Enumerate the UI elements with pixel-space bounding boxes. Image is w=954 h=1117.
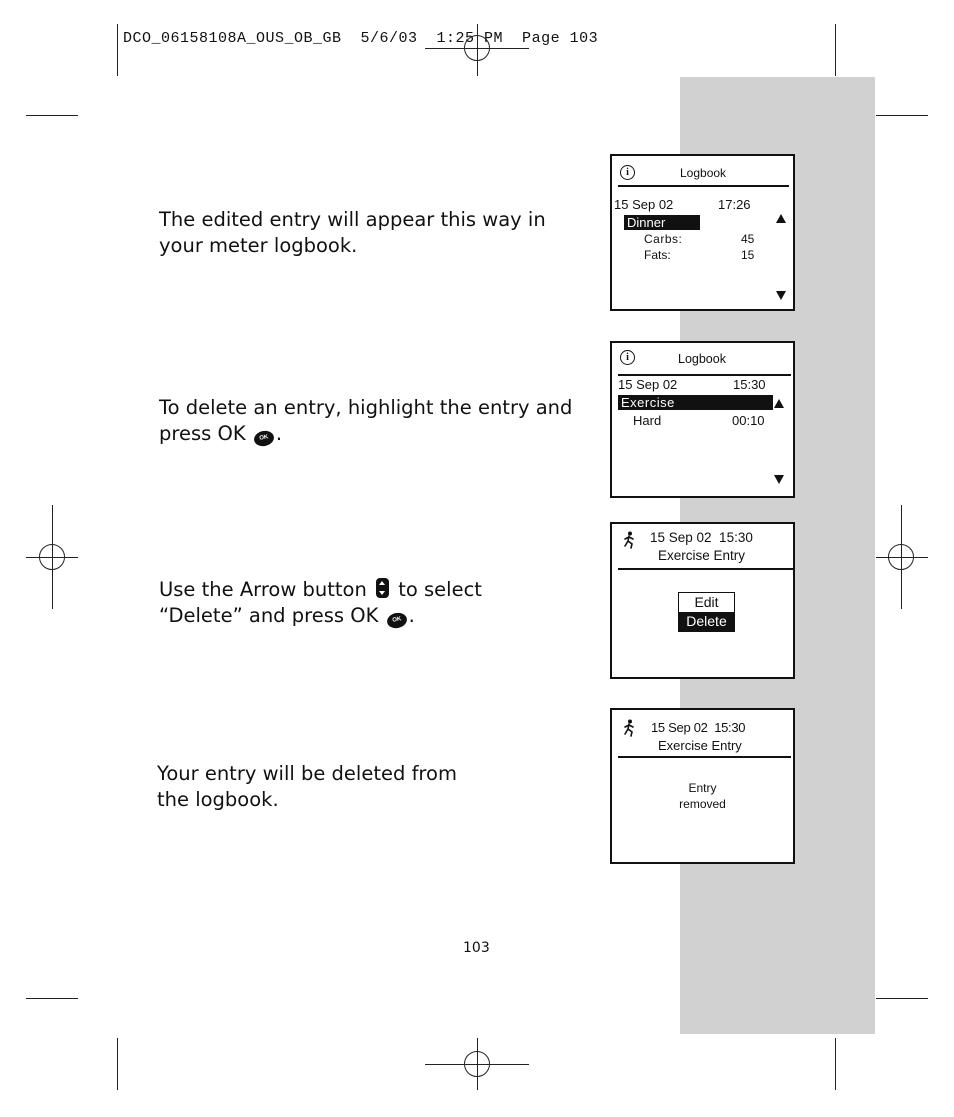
instruction-text: Use the Arrow button [159, 578, 367, 601]
registration-circle [888, 544, 914, 570]
instruction-text: press OK [159, 422, 246, 445]
step-4-instruction [157, 761, 457, 813]
screen-divider [618, 374, 791, 376]
meter-screen-logbook-dinner [610, 154, 795, 311]
ok-button-icon: OK [252, 429, 275, 448]
instruction-text: to select [398, 578, 482, 601]
instruction-line: the logbook. [157, 788, 279, 811]
registration-circle [39, 544, 65, 570]
entry-time: 15:30 [733, 377, 766, 392]
runner-icon [622, 531, 636, 549]
scroll-down-icon [776, 291, 786, 300]
option-menu[interactable] [678, 592, 735, 632]
info-icon: i [620, 350, 635, 365]
scroll-up-icon [776, 214, 786, 223]
row-value: 15 [741, 248, 755, 262]
meter-screen-exercise-menu [610, 522, 795, 679]
crop-mark [26, 115, 78, 116]
instruction-line [159, 603, 482, 629]
screen-divider [618, 568, 794, 570]
step-1-instruction [159, 207, 546, 259]
print-slug: DCO_06158108A_OUS_OB_GB 5/6/03 1:25 PM Page 103 [123, 30, 599, 47]
crop-mark [26, 998, 78, 999]
step-3-instruction [159, 577, 482, 629]
menu-item-delete[interactable]: Delete [679, 612, 734, 631]
instruction-line: To delete an entry, highlight the entry and [159, 396, 573, 419]
row-label: Fats: [644, 248, 671, 262]
instruction-line: Your entry will be deleted from [157, 762, 457, 785]
crop-mark [835, 24, 836, 76]
screen-divider [618, 756, 791, 758]
crop-mark [835, 1038, 836, 1090]
instruction-line: The edited entry will appear this way in [159, 208, 546, 231]
info-icon: i [620, 165, 635, 180]
status-message [612, 780, 793, 812]
status-line: removed [679, 797, 726, 811]
crop-mark [876, 998, 928, 999]
entry-date: 15 Sep 02 [618, 377, 678, 392]
screen-title: Logbook [680, 166, 727, 180]
instruction-text: “Delete” and press OK [159, 604, 379, 627]
instruction-line: your meter logbook. [159, 234, 358, 257]
ok-button-icon: OK [385, 611, 408, 630]
crop-mark [117, 24, 118, 76]
entry-datetime: 15 Sep 02 15:30 [651, 720, 746, 735]
crop-mark [117, 1038, 118, 1090]
screen-title: Logbook [678, 352, 726, 366]
meter-screen-logbook-exercise [610, 341, 795, 498]
step-2-instruction [159, 395, 572, 447]
meter-screen-entry-removed [610, 708, 795, 864]
selected-entry: Exercise [618, 395, 773, 410]
selected-entry: Dinner [624, 215, 700, 230]
page-number: 103 [463, 940, 490, 956]
entry-datetime: 15 Sep 02 15:30 [650, 530, 753, 545]
instruction-text: . [408, 604, 415, 627]
arrow-button-icon [376, 578, 389, 598]
registration-circle [464, 1051, 490, 1077]
row-label: Carbs: [644, 232, 683, 246]
crop-mark [876, 115, 928, 116]
row-value: 00:10 [732, 413, 765, 428]
status-line: Entry [688, 781, 717, 795]
entry-subtitle: Exercise Entry [658, 738, 742, 753]
instruction-text: . [275, 422, 283, 445]
entry-time: 17:26 [718, 197, 751, 212]
row-value: 45 [741, 232, 755, 246]
entry-subtitle: Exercise Entry [658, 548, 746, 563]
scroll-up-icon [774, 399, 784, 408]
screen-divider [618, 185, 789, 187]
menu-item-edit[interactable]: Edit [694, 594, 719, 610]
row-label: Hard [633, 413, 662, 428]
instruction-line [159, 577, 482, 603]
instruction-line [159, 421, 572, 447]
runner-icon [622, 719, 636, 737]
entry-date: 15 Sep 02 [614, 197, 674, 212]
scroll-down-icon [774, 475, 784, 484]
